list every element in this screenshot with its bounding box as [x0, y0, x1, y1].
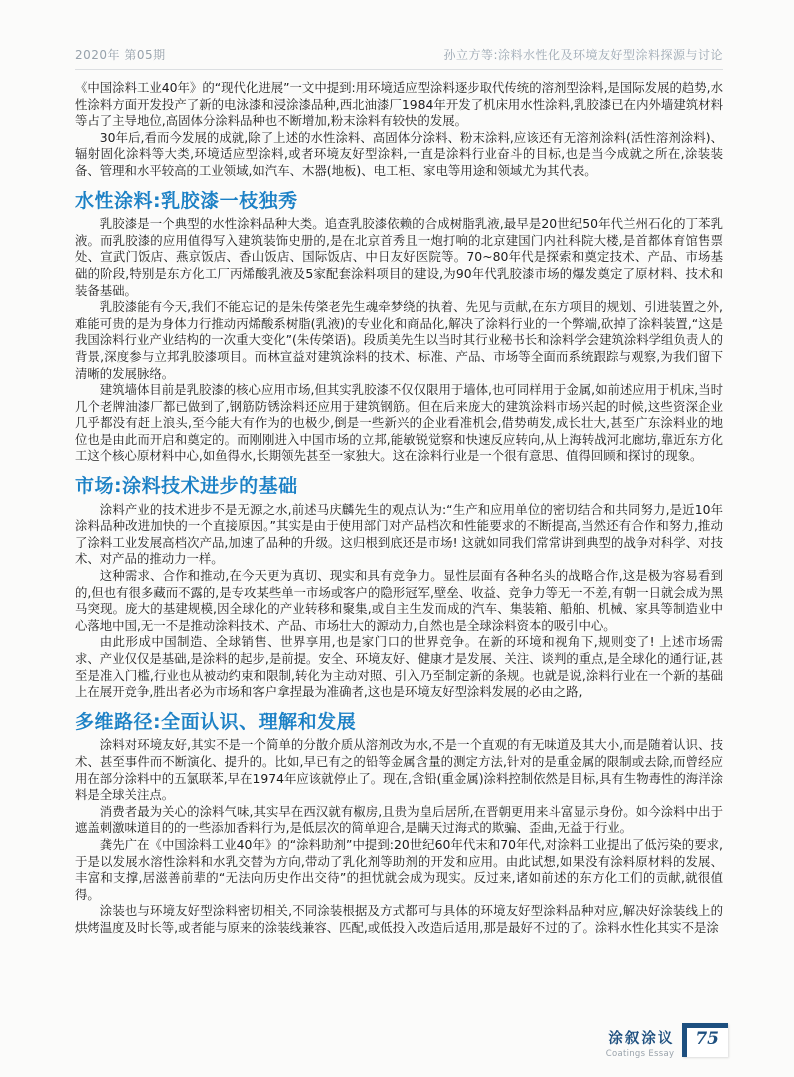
section2-paragraph-3: 由此形成中国制造、全球销售、世界享用,也是家门口的世界竞争。在新的环境和视角下,规则变了! 上述市场需求、产业仅仅是基础,是涂料的起步,是前提。安全、环境友好、健康才是发展、关注、谈判的重点,是全球化的通行证,甚至是准入门槛,行业也从被动约束和限制,转化为主动对照、引入乃至制定新的条规。也就是说,涂料行业在一个新的基础上在展开竞争,胜出者必为市场和客户拿捏最为准确者,这也是环境友好型涂料发展的必由之路,: [75, 634, 723, 700]
page-footer: [606, 1023, 728, 1059]
column-name-english: Coatings Essay: [605, 1049, 675, 1059]
section2-paragraph-2: 这种需求、合作和推动,在今天更为真切、现实和具有竞争力。显性层面有各种名头的战略合作,这是极为容易看到的,但也有很多藏而不露的,是专攻某些单一市场或客户的隐形冠军,壁垒、收益、竞争力等无一不差,有朝一日就会成为黑马突现。庞大的基建规模,因全球化的产业转移和聚集,或自主生发而成的汽车、集装箱、船舶、机械、家具等制造业中心落地中国,无一不是推动涂料技术、产品、市场壮大的源动力,自然也是全球涂料资本的吸引中心。: [75, 568, 723, 633]
section-heading-multipath: 多维路径:全面认识、理解和发展: [75, 710, 357, 733]
article-body: [75, 80, 723, 937]
running-title: 孙立方等:涂料水性化及环境友好型涂料探源与讨论: [443, 48, 723, 62]
section2-paragraph-1: 涂料产业的技术进步不是无源之水,前述马庆麟先生的观点认为:“生产和应用单位的密切结合和共同努力,是近10年涂料品种改进加快的一个直接原因。”其实是由于使用部门对产品档次和性能要求的不断提高,当然还有合作和努力,推动了涂料工业发展高档次产品,加速了品种的升级。这归根到底还是市场! 这就如同我们常常讲到典型的战争对科学、对技术、对产品的推动力一样。: [75, 501, 723, 567]
page-number: 75: [682, 1023, 728, 1057]
section3-paragraph-3: 龚先广在《中国涂料工业40年》的“涂料助剂”中提到:20世纪60年代末和70年代,对涂料工业提出了低污染的要求,于是以发展水溶性涂料和水乳交替为方向,带动了乳化剂等助剂的开发和应用。由此试想,如果没有涂料原材料的发展、丰富和支撑,居滋善前辈的“无法向历史作出交待”的担忧就会成为现实。反过来,诸如前述的东方化工们的贡献,就很值得。: [75, 836, 723, 902]
section1-paragraph-2: 乳胶漆能有今天,我们不能忘记的是朱传棨老先生魂牵梦绕的执着、先见与贡献,在东方项目的规划、引进装置之外,难能可贵的是为身体力行推动丙烯酸系树脂(乳液)的专业化和商品化,解决了涂料行业的一个弊端,砍掉了涂料装置,“这是我国涂料行业产业结构的一次重大变化”(朱传棨语)。段质美先生以当时其行业秘书长和涂料学会建筑涂料学组负责人的背景,深度参与立邦乳胶漆项目。而林宣益对建筑涂料的技术、标准、产品、市场等全面而系统跟踪与观察,为我们留下清晰的发展脉络。: [75, 299, 724, 381]
issue-label: 2020年 第05期: [75, 48, 166, 62]
section1-paragraph-3: 建筑墙体目前是乳胶漆的核心应用市场,但其实乳胶漆不仅仅限用于墙体,也可同样用于金属,如前述应用于机床,当时几个老牌油漆厂都已做到了,钢筋防锈涂料还应用于建筑钢筋。但在后来庞大的建筑涂料市场兴起的时候,这些资深企业几乎都没有赶上浪头,至今能大有作为的也极少,倒是一些新兴的企业看准机会,借势萌发,成长壮大,甚至广东涂料业的地位也是由此而开启和奠定的。而刚刚进入中国市场的立邦,能敏锐觉察和快速反应转向,从上海转战河北廊坊,靠近东方化工这个核心原材料中心,如鱼得水,长期领先甚至一家独大。这在涂料行业是一个很有意思、值得回顾和探讨的现象。: [75, 382, 723, 464]
section-heading-waterborne: 水性涂料:乳胶漆一枝独秀: [75, 189, 298, 212]
section1-paragraph-1: 乳胶漆是一个典型的水性涂料品种大类。追查乳胶漆依赖的合成树脂乳液,最早是20世纪50年代兰州石化的丁苯乳液。而乳胶漆的应用值得写入建筑装饰史册的,是在北京首秀且一炮打响的北京建国门内社科院大楼,是首都体育馆售票处、宣武门饭店、燕京饭店、香山饭店、国际饭店、中日友好医院等。70~80年代是探索和奠定技术、产品、市场基础的阶段,特别是东方化工厂丙烯酸乳液及5家配套涂料项目的建设,为90年代乳胶漆市场的爆发奠定了原材料、技术和装备基础。: [75, 216, 723, 298]
section3-paragraph-4: 涂装也与环境友好型涂料密切相关,不同涂装根据及方式都可与具体的环境友好型涂料品种对应,解决好涂装线上的烘烤温度及时长等,或者能与原来的涂装线兼容、匹配,或低投入改造后适用,那是最好不过的了。涂料水性化其实不是涂: [75, 903, 723, 935]
section3-paragraph-1: 涂料对环境友好,其实不是一个简单的分散介质从溶剂改为水,不是一个直观的有无味道及其大小,而是随着认识、技术、甚至事件而不断演化、提升的。比如,早已有之的铅等金属含量的测定方法,针对的是重金属的限制或去除,而曾经应用在部分涂料中的五氯联苯,早在1974年应该就停止了。现在,含铅(重金属)涂料控制依然是目标,具有生物毒性的海洋涂料是全球关注点。: [75, 737, 723, 803]
section-heading-market: 市场:涂料技术进步的基础: [75, 475, 298, 498]
column-name-chinese: 涂叙涂议: [608, 1031, 675, 1047]
page-header: [75, 46, 723, 70]
section3-paragraph-2: 消费者最为关心的涂料气味,其实早在西汉就有椒房,且贵为皇后居所,在晋朝更用来斗富显示身份。如今涂料中出于遮盖刺激味道目的的一些添加香料行为,是低层次的简单迎合,是瞒天过海式的欺骗、歪曲,无益于行业。: [75, 803, 723, 836]
intro-paragraph-1: 《中国涂料工业40年》的“现代化进展”一文中提到:用环境适应型涂料逐步取代传统的溶剂型涂料,是国际发展的趋势,水性涂料方面开发投产了新的电泳漆和浸涂漆品种,西北油漆厂1984年开发了机床用水性涂料,乳胶漆已在内外墙建筑材料等占了主导地位,高固体分涂料品种也不断增加,粉末涂料有较快的发展。: [75, 80, 723, 129]
column-name: [606, 1023, 675, 1059]
intro-paragraph-2: 30年后,看而今发展的成就,除了上述的水性涂料、高固体分涂料、粉末涂料,应该还有无溶剂涂料(活性溶剂涂料)、辐射固化涂料等大类,环境适应型涂料,或者环境友好型涂料,一直是涂料行业奋斗的目标,也是当今成就之所在,涂装装备、管理和水平较高的工业领域,如汽车、木器(地板)、电工柜、家电等用途和领域尤为其代表。: [75, 129, 723, 178]
